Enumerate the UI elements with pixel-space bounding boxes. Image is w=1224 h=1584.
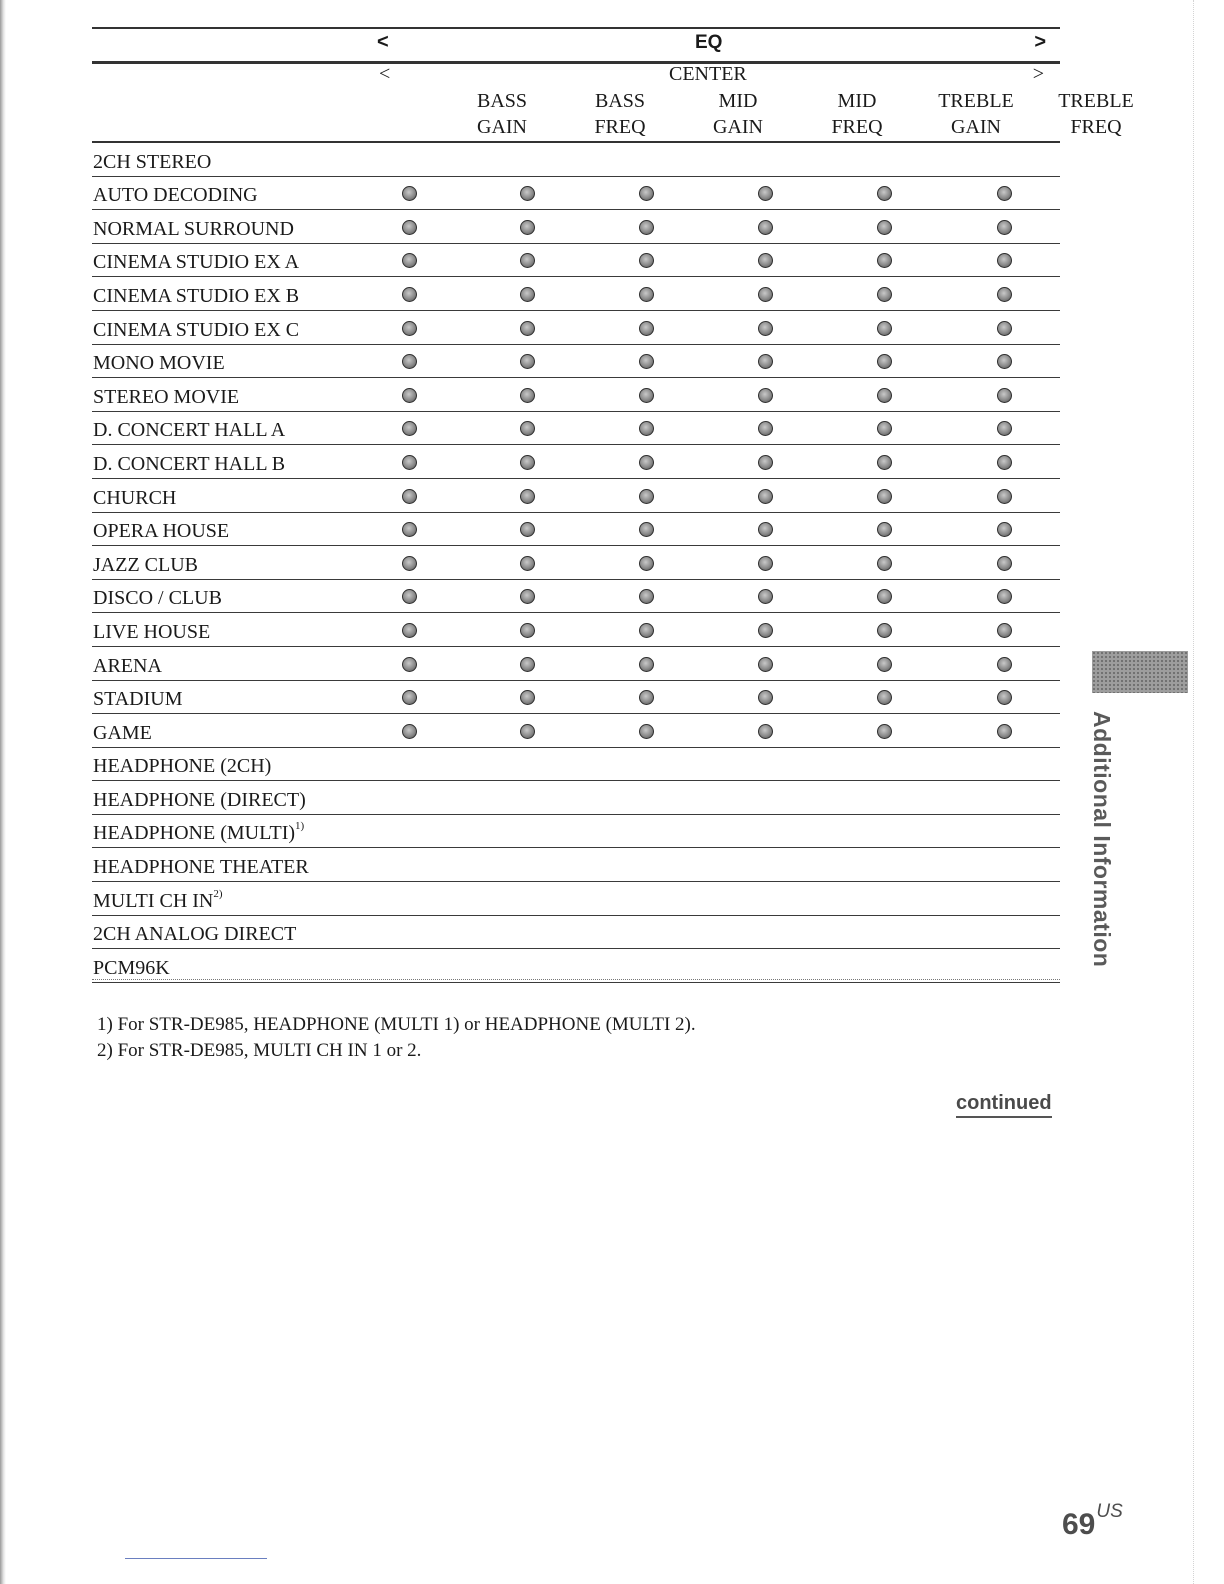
mode-label bbox=[93, 621, 210, 644]
footnote-1: 1) For STR-DE985, HEADPHONE (MULTI 1) or HEADPHONE (MULTI 2). bbox=[97, 1014, 696, 1035]
availability-dot-icon bbox=[520, 354, 535, 369]
availability-dot-icon bbox=[877, 321, 892, 336]
eq-title: EQ bbox=[695, 32, 723, 53]
mode-name: NORMAL SURROUND bbox=[93, 217, 294, 240]
table-row bbox=[92, 177, 1060, 211]
mode-label bbox=[93, 688, 183, 711]
eq-header-row bbox=[92, 30, 1060, 58]
table-row bbox=[92, 681, 1060, 715]
mode-label bbox=[93, 856, 309, 879]
mode-label bbox=[93, 789, 306, 812]
mode-name: CINEMA STUDIO EX C bbox=[93, 318, 300, 341]
availability-dot-icon bbox=[758, 657, 773, 672]
availability-dot-icon bbox=[639, 287, 654, 302]
scan-edge bbox=[0, 0, 6, 1584]
mode-name: HEADPHONE (DIRECT) bbox=[93, 788, 306, 811]
availability-dot-icon bbox=[402, 522, 417, 537]
mode-label bbox=[93, 822, 304, 845]
availability-dot-icon bbox=[520, 186, 535, 201]
availability-dot-icon bbox=[997, 489, 1012, 504]
availability-dot-icon bbox=[758, 589, 773, 604]
availability-dot-icon bbox=[997, 186, 1012, 201]
mode-label bbox=[93, 453, 285, 476]
availability-dot-icon bbox=[402, 186, 417, 201]
availability-dot-icon bbox=[639, 556, 654, 571]
column-header-line: BASS bbox=[476, 90, 528, 112]
availability-dot-icon bbox=[758, 522, 773, 537]
column-header-line: BASS bbox=[594, 90, 646, 112]
column-header-line: TREBLE bbox=[1058, 90, 1134, 112]
mode-name: 2CH ANALOG DIRECT bbox=[93, 923, 297, 946]
mode-label bbox=[93, 655, 162, 678]
center-left-arrow: < bbox=[379, 63, 391, 85]
availability-dot-icon bbox=[997, 287, 1012, 302]
availability-dot-icon bbox=[997, 421, 1012, 436]
availability-dot-icon bbox=[758, 623, 773, 638]
availability-dot-icon bbox=[402, 253, 417, 268]
availability-dot-icon bbox=[639, 657, 654, 672]
availability-dot-icon bbox=[520, 556, 535, 571]
footnote-ref: 2) bbox=[213, 887, 223, 900]
footnote-2: 2) For STR-DE985, MULTI CH IN 1 or 2. bbox=[97, 1040, 422, 1061]
availability-dot-icon bbox=[639, 724, 654, 739]
availability-dot-icon bbox=[402, 556, 417, 571]
column-header-line: FREQ bbox=[594, 116, 646, 138]
availability-dot-icon bbox=[402, 421, 417, 436]
column-header-line: FREQ bbox=[831, 116, 883, 138]
mode-name: HEADPHONE THEATER bbox=[93, 856, 309, 879]
availability-dot-icon bbox=[997, 354, 1012, 369]
availability-dot-icon bbox=[520, 657, 535, 672]
center-header-row bbox=[92, 63, 1060, 87]
availability-dot-icon bbox=[758, 556, 773, 571]
column-header-line: GAIN bbox=[951, 116, 1001, 138]
availability-dot-icon bbox=[520, 690, 535, 705]
availability-dot-icon bbox=[758, 321, 773, 336]
availability-dot-icon bbox=[639, 186, 654, 201]
mode-name: D. CONCERT HALL A bbox=[93, 419, 286, 442]
availability-dot-icon bbox=[877, 388, 892, 403]
availability-dot-icon bbox=[997, 522, 1012, 537]
availability-dot-icon bbox=[639, 623, 654, 638]
availability-dot-icon bbox=[877, 354, 892, 369]
mode-label bbox=[93, 587, 222, 610]
availability-dot-icon bbox=[997, 724, 1012, 739]
mode-label bbox=[93, 285, 299, 308]
table-row bbox=[92, 714, 1060, 748]
eq-left-arrow: < bbox=[377, 31, 389, 53]
mode-name: 2CH STEREO bbox=[93, 150, 212, 173]
table-row bbox=[92, 546, 1060, 580]
availability-dot-icon bbox=[639, 522, 654, 537]
mode-name: ARENA bbox=[93, 654, 162, 677]
page-number-value: 69 bbox=[1062, 1508, 1096, 1541]
availability-dot-icon bbox=[402, 321, 417, 336]
table-row bbox=[92, 513, 1060, 547]
availability-dot-icon bbox=[997, 657, 1012, 672]
availability-dot-icon bbox=[877, 287, 892, 302]
availability-dot-icon bbox=[997, 388, 1012, 403]
table-top-rule bbox=[92, 27, 1060, 29]
table-row bbox=[92, 748, 1060, 782]
mode-name: D. CONCERT HALL B bbox=[93, 452, 286, 475]
availability-dot-icon bbox=[877, 186, 892, 201]
mode-label bbox=[93, 722, 152, 745]
column-header-treble-gain bbox=[916, 88, 1036, 140]
sound-field-table bbox=[92, 143, 1060, 983]
mode-name: MULTI CH IN bbox=[93, 889, 214, 912]
mode-name: PCM96K bbox=[93, 956, 170, 979]
availability-dot-icon bbox=[402, 724, 417, 739]
availability-dot-icon bbox=[520, 388, 535, 403]
availability-dot-icon bbox=[520, 589, 535, 604]
availability-dot-icon bbox=[877, 522, 892, 537]
table-row bbox=[92, 613, 1060, 647]
availability-dot-icon bbox=[758, 354, 773, 369]
availability-dot-icon bbox=[402, 220, 417, 235]
page-number-suffix: US bbox=[1096, 1501, 1123, 1522]
availability-dot-icon bbox=[997, 253, 1012, 268]
column-header-treble-freq bbox=[1036, 88, 1156, 140]
availability-dot-icon bbox=[520, 421, 535, 436]
mode-label bbox=[93, 554, 198, 577]
table-row bbox=[92, 244, 1060, 278]
availability-dot-icon bbox=[402, 354, 417, 369]
availability-dot-icon bbox=[639, 455, 654, 470]
mode-name: DISCO / CLUB bbox=[93, 587, 222, 610]
availability-dot-icon bbox=[520, 724, 535, 739]
mode-name: CINEMA STUDIO EX A bbox=[93, 251, 300, 274]
page-number bbox=[1062, 1501, 1123, 1542]
table-row bbox=[92, 848, 1060, 882]
side-tab-label: Additional Information bbox=[1089, 711, 1115, 968]
availability-dot-icon bbox=[639, 589, 654, 604]
table-row bbox=[92, 647, 1060, 681]
availability-dot-icon bbox=[639, 690, 654, 705]
column-header-line: MID bbox=[837, 90, 877, 112]
availability-dot-icon bbox=[758, 388, 773, 403]
table-row bbox=[92, 949, 1060, 983]
availability-dot-icon bbox=[997, 556, 1012, 571]
availability-dot-icon bbox=[402, 455, 417, 470]
availability-dot-icon bbox=[520, 321, 535, 336]
availability-dot-icon bbox=[997, 321, 1012, 336]
availability-dot-icon bbox=[877, 690, 892, 705]
mode-name: STADIUM bbox=[93, 688, 183, 711]
availability-dot-icon bbox=[639, 421, 654, 436]
mode-label bbox=[93, 184, 258, 207]
side-tab bbox=[1084, 711, 1124, 1023]
table-row bbox=[92, 143, 1060, 177]
availability-dot-icon bbox=[402, 489, 417, 504]
table-row bbox=[92, 781, 1060, 815]
availability-dot-icon bbox=[520, 623, 535, 638]
mode-label bbox=[93, 386, 239, 409]
column-header-mid-freq bbox=[797, 88, 917, 140]
mode-name: CINEMA STUDIO EX B bbox=[93, 284, 300, 307]
availability-dot-icon bbox=[877, 220, 892, 235]
mode-label bbox=[93, 923, 296, 946]
availability-dot-icon bbox=[758, 287, 773, 302]
availability-dot-icon bbox=[402, 657, 417, 672]
mode-label bbox=[93, 957, 170, 980]
availability-dot-icon bbox=[639, 321, 654, 336]
column-header-mid-gain bbox=[678, 88, 798, 140]
mode-name: HEADPHONE (MULTI) bbox=[93, 822, 296, 845]
column-header-line: GAIN bbox=[713, 116, 763, 138]
table-row bbox=[92, 345, 1060, 379]
mode-label bbox=[93, 151, 211, 174]
table-row bbox=[92, 445, 1060, 479]
availability-dot-icon bbox=[758, 220, 773, 235]
availability-dot-icon bbox=[520, 455, 535, 470]
availability-dot-icon bbox=[639, 220, 654, 235]
mode-label bbox=[93, 319, 299, 342]
center-label: CENTER bbox=[669, 63, 747, 85]
availability-dot-icon bbox=[639, 388, 654, 403]
availability-dot-icon bbox=[520, 253, 535, 268]
mode-name: OPERA HOUSE bbox=[93, 520, 230, 543]
continued-label: continued bbox=[956, 1092, 1052, 1118]
mode-label bbox=[93, 352, 225, 375]
mode-name: STEREO MOVIE bbox=[93, 385, 240, 408]
availability-dot-icon bbox=[520, 220, 535, 235]
mode-name: JAZZ CLUB bbox=[93, 553, 198, 576]
availability-dot-icon bbox=[877, 556, 892, 571]
table-row bbox=[92, 916, 1060, 950]
mode-label bbox=[93, 520, 229, 543]
availability-dot-icon bbox=[877, 657, 892, 672]
table-row bbox=[92, 277, 1060, 311]
availability-dot-icon bbox=[402, 589, 417, 604]
mode-name: AUTO DECODING bbox=[93, 184, 258, 207]
column-header-line: GAIN bbox=[477, 116, 527, 138]
mode-name: HEADPHONE (2CH) bbox=[93, 755, 272, 778]
mode-name: LIVE HOUSE bbox=[93, 620, 211, 643]
availability-dot-icon bbox=[877, 421, 892, 436]
mode-label bbox=[93, 419, 285, 442]
availability-dot-icon bbox=[402, 623, 417, 638]
availability-dot-icon bbox=[520, 489, 535, 504]
availability-dot-icon bbox=[997, 623, 1012, 638]
mode-label bbox=[93, 487, 176, 510]
mode-name: MONO MOVIE bbox=[93, 352, 225, 375]
availability-dot-icon bbox=[758, 186, 773, 201]
availability-dot-icon bbox=[997, 690, 1012, 705]
availability-dot-icon bbox=[877, 724, 892, 739]
column-header-line: MID bbox=[718, 90, 758, 112]
table-row bbox=[92, 412, 1060, 446]
availability-dot-icon bbox=[877, 589, 892, 604]
availability-dot-icon bbox=[639, 489, 654, 504]
footnotes bbox=[97, 1012, 696, 1064]
table-row bbox=[92, 210, 1060, 244]
corner-mark bbox=[125, 1558, 267, 1559]
table-row bbox=[92, 580, 1060, 614]
column-header-line: TREBLE bbox=[938, 90, 1014, 112]
availability-dot-icon bbox=[520, 287, 535, 302]
column-header-line: FREQ bbox=[1070, 116, 1122, 138]
mode-label bbox=[93, 755, 271, 778]
eq-right-arrow: > bbox=[1034, 31, 1046, 53]
mode-label bbox=[93, 887, 223, 913]
availability-dot-icon bbox=[877, 455, 892, 470]
column-header-bass-gain bbox=[442, 88, 562, 140]
table-row bbox=[92, 311, 1060, 345]
scan-edge-right bbox=[1192, 0, 1194, 1584]
center-right-arrow: > bbox=[1032, 63, 1044, 85]
table-row bbox=[92, 815, 1060, 849]
mode-label bbox=[93, 251, 299, 274]
table-row bbox=[92, 479, 1060, 513]
availability-dot-icon bbox=[877, 623, 892, 638]
availability-dot-icon bbox=[758, 690, 773, 705]
availability-dot-icon bbox=[758, 724, 773, 739]
availability-dot-icon bbox=[639, 354, 654, 369]
mode-name: GAME bbox=[93, 721, 152, 744]
availability-dot-icon bbox=[402, 388, 417, 403]
availability-dot-icon bbox=[758, 421, 773, 436]
availability-dot-icon bbox=[402, 287, 417, 302]
availability-dot-icon bbox=[758, 455, 773, 470]
availability-dot-icon bbox=[877, 489, 892, 504]
side-tab-marker bbox=[1092, 651, 1188, 693]
availability-dot-icon bbox=[877, 253, 892, 268]
availability-dot-icon bbox=[520, 522, 535, 537]
table-bottom-rule bbox=[92, 979, 1060, 980]
availability-dot-icon bbox=[402, 690, 417, 705]
availability-dot-icon bbox=[639, 253, 654, 268]
mode-name: CHURCH bbox=[93, 486, 177, 509]
availability-dot-icon bbox=[997, 220, 1012, 235]
availability-dot-icon bbox=[997, 589, 1012, 604]
footnote-ref: 1) bbox=[295, 820, 305, 833]
availability-dot-icon bbox=[758, 489, 773, 504]
table-row bbox=[92, 882, 1060, 916]
mode-label bbox=[93, 218, 294, 241]
table-row bbox=[92, 378, 1060, 412]
column-header-bass-freq bbox=[560, 88, 680, 140]
availability-dot-icon bbox=[997, 455, 1012, 470]
availability-dot-icon bbox=[758, 253, 773, 268]
